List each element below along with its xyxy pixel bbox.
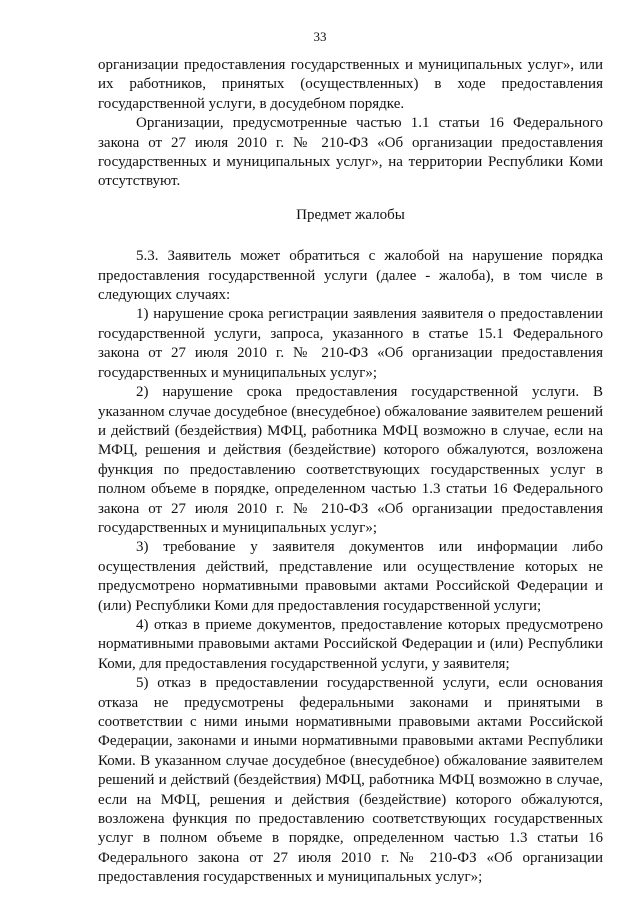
paragraph-5-3: 5.3. Заявитель может обратиться с жалобой на нарушение порядка предоставления государственной услуги (далее - жалоба), в том числе в следующих случаях:: [98, 248, 603, 304]
paragraph-continuation: организации предоставления государственных и муниципальных услуг», или их работников, принятых (осуществленных) в ходе предоставления государственной услуги, в досудебном порядке.: [98, 57, 603, 112]
document-body: [98, 56, 603, 888]
section-heading: Предмет жалобы: [296, 206, 405, 223]
list-item-2: 2) нарушение срока предоставления государственной услуги. В указанном случае досудебное (внесудебное) обжалование заявителем решений и действий (бездействия) МФЦ, работника МФЦ возможно в случае, если на МФЦ, решения и действия (бездействие) которого обжалуются, возложена функция по предоставлению соответствующих государственных услуг в полном объеме в порядке, определенном частью 1.3 статьи 16 Федерального закона от 27 июля 2010 г. № 210-ФЗ «Об организации предоставления государственных и муниципальных услуг»;: [98, 384, 603, 536]
list-item-5: 5) отказ в предоставлении государственной услуги, если основания отказа не предусмотрены федеральными законами и принятыми в соответствии с ними иными нормативными правовыми актами Российской Федерации, законами и иными нормативными правовыми актами Республики Коми. В указанном случае досудебное (внесудебное) обжалование заявителем решений и действий (бездействия) МФЦ, работника МФЦ возможно в случае, если на МФЦ, решения и действия (бездействие) которого обжалуются, возложена функция по предоставлению соответствующих государственных услуг в полном объеме в порядке, определенном частью 1.3 статьи 16 Федерального закона от 27 июля 2010 г. № 210-ФЗ «Об организации предоставления государственных и муниципальных услуг»;: [98, 675, 603, 886]
list-item-4: 4) отказ в приеме документов, предоставление которых предусмотрено нормативными правовыми актами Российской Федерации и (или) Республики Коми, для предоставления государственной услуги, у заявителя;: [98, 616, 603, 672]
list-item-3: 3) требование у заявителя документов или информации либо осуществления действий, представление или осуществление которых не предусмотрено нормативными правовыми актами Российской Федерации и (или) Республики Коми для предоставления государственной услуги;: [98, 539, 603, 614]
list-item-1: 1) нарушение срока регистрации заявления заявителя о предоставлении государственной услуги, запроса, указанного в статье 15.1 Федерального закона от 27 июля 2010 г. № 210-ФЗ «Об организации предоставления государственных и муниципальных услуг»;: [98, 306, 603, 381]
page-number: 33: [313, 29, 327, 44]
paragraph-organizations-absent: Организации, предусмотренные частью 1.1 статьи 16 Федерального закона от 27 июля 2010 г. № 210-ФЗ «Об организации предоставления государственных и муниципальных услуг», на территории Республики Коми отсутствуют.: [98, 115, 603, 190]
